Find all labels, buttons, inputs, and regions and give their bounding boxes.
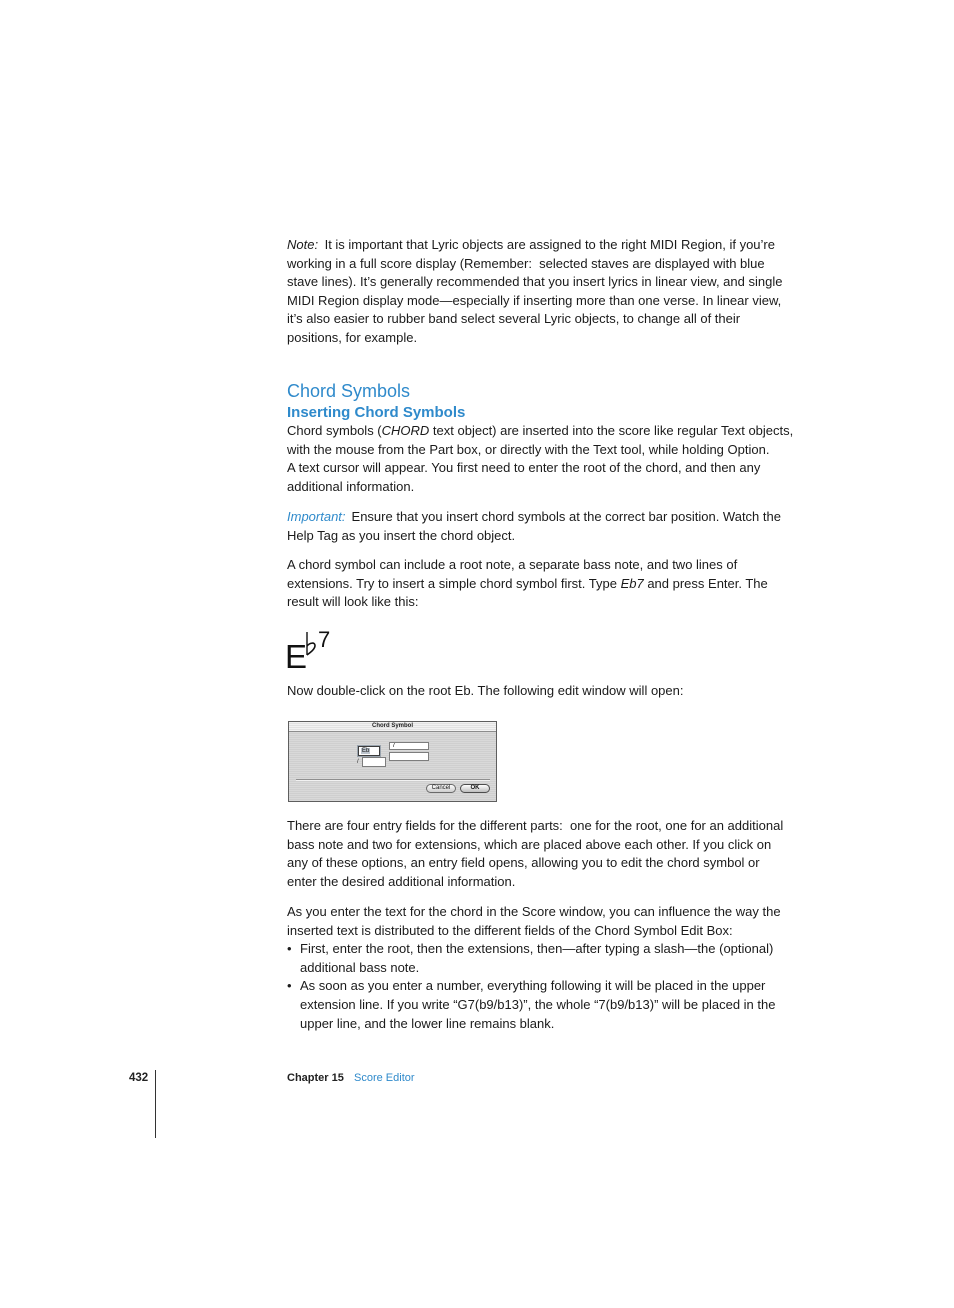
intro-text: Chord symbols (	[287, 423, 382, 438]
bass-slash-label: /	[357, 759, 359, 765]
edit-window-intro-line: Now double-click on the root Eb. The following edit window will open:	[287, 683, 684, 698]
fields-line: There are four entry fields for the different parts: one for the root, one for an additional	[287, 818, 784, 833]
dialog-divider	[296, 779, 490, 781]
note-label: Note:	[287, 237, 319, 252]
note-line	[287, 236, 782, 255]
footer-chapter-title: Score Editor	[354, 1072, 415, 1084]
fields-line: any of these options, an entry field opens, allowing you to edit the chord symbol or	[287, 855, 760, 871]
dialog-titlebar	[289, 722, 496, 732]
intro-text: text object) are inserted into the score like regular Text objects,	[429, 423, 794, 438]
chord-root: E	[285, 638, 308, 675]
cancel-button: Cancel	[426, 784, 456, 793]
note-line: it’s also easier to rubber band select several Lyric objects, to change all of their	[287, 311, 741, 327]
chord-extension: 7	[318, 627, 331, 652]
example-line	[287, 575, 768, 594]
note-paragraph	[287, 236, 782, 348]
chord-object-name: CHORD	[381, 423, 430, 438]
ok-button: OK	[460, 784, 490, 793]
important-text: Ensure that you insert chord symbols at the correct bar position. Watch the	[351, 509, 781, 524]
edit-window-intro	[287, 682, 683, 701]
typed-chord: Eb7	[620, 575, 644, 591]
bass-field	[362, 757, 386, 767]
root-field	[358, 746, 380, 756]
example-intro-paragraph	[287, 556, 768, 612]
important-paragraph	[287, 508, 781, 545]
important-line: Help Tag as you insert the chord object.	[287, 527, 516, 543]
bullet-item	[287, 977, 781, 1033]
bullet-line: First, enter the root, then the extensions, then—after typing a slash—the (optional)	[300, 941, 774, 957]
distribution-line: inserted text is distributed to the different fields of the Chord Symbol Edit Box:	[287, 922, 733, 938]
note-line-text: It is important that Lyric objects are assigned to the right MIDI Region, if you’re	[324, 237, 775, 252]
upper-extension-value: 7	[392, 743, 396, 749]
note-line: MIDI Region display mode—especially if inserting more than one verse. In linear view,	[287, 292, 782, 308]
intro-line	[287, 422, 793, 441]
important-line	[287, 508, 781, 527]
intro-line: with the mouse from the Part box, or directly with the Text tool, while holding Option.	[287, 441, 770, 457]
fields-line: enter the desired additional information.	[287, 873, 516, 889]
upper-extension-field	[389, 742, 429, 750]
example-text: and press Enter. The	[643, 575, 768, 591]
intro-line: A text cursor will appear. You first need to enter the root of the chord, and then any	[287, 460, 761, 476]
note-line: positions, for example.	[287, 329, 418, 345]
section-title: Chord Symbols	[287, 381, 411, 401]
flat-sign-icon	[305, 630, 317, 657]
bullet-item	[287, 940, 781, 977]
distribution-line: As you enter the text for the chord in the Score window, you can influence the way the	[287, 904, 781, 919]
root-value: Eb	[362, 748, 370, 754]
bullet-line: As soon as you enter a number, everything following it will be placed in the upper	[300, 978, 766, 994]
example-line: A chord symbol can include a root note, a separate bass note, and two lines of	[287, 557, 738, 572]
bullet-line: upper line, and the lower line remains blank.	[300, 1015, 555, 1031]
subsection-title: Inserting Chord Symbols	[287, 404, 466, 421]
page-number: 432	[129, 1072, 149, 1084]
chord-symbol-dialog	[288, 721, 497, 802]
intro-paragraph	[287, 422, 793, 496]
lower-extension-field	[389, 752, 429, 761]
footer-rule	[155, 1070, 156, 1138]
bullet-line: additional bass note.	[300, 959, 420, 975]
distribution-paragraph	[287, 903, 781, 1033]
intro-line: additional information.	[287, 478, 415, 494]
example-text: extensions. Try to insert a simple chord symbol first. Type	[287, 575, 621, 591]
fields-explanation-paragraph	[287, 817, 783, 891]
example-line: result will look like this:	[287, 594, 419, 610]
bullet-glyph: •	[287, 978, 292, 994]
dialog-title: Chord Symbol	[371, 723, 413, 729]
chord-symbol-example	[285, 627, 335, 675]
note-line: working in a full score display (Remember: selected staves are displayed with blue	[287, 255, 765, 271]
bullet-line: extension line. If you write “G7(b9/b13)”, the whole “7(b9/b13)” will be placed in the	[300, 996, 776, 1012]
footer-chapter: Chapter 15	[287, 1072, 344, 1084]
important-label: Important:	[287, 509, 346, 524]
bullet-glyph: •	[287, 941, 292, 957]
fields-line: bass note and two for extensions, which are placed above each other. If you click on	[287, 836, 772, 852]
note-line: stave lines). It’s generally recommended that you insert lyrics in linear view, and single	[287, 274, 783, 290]
